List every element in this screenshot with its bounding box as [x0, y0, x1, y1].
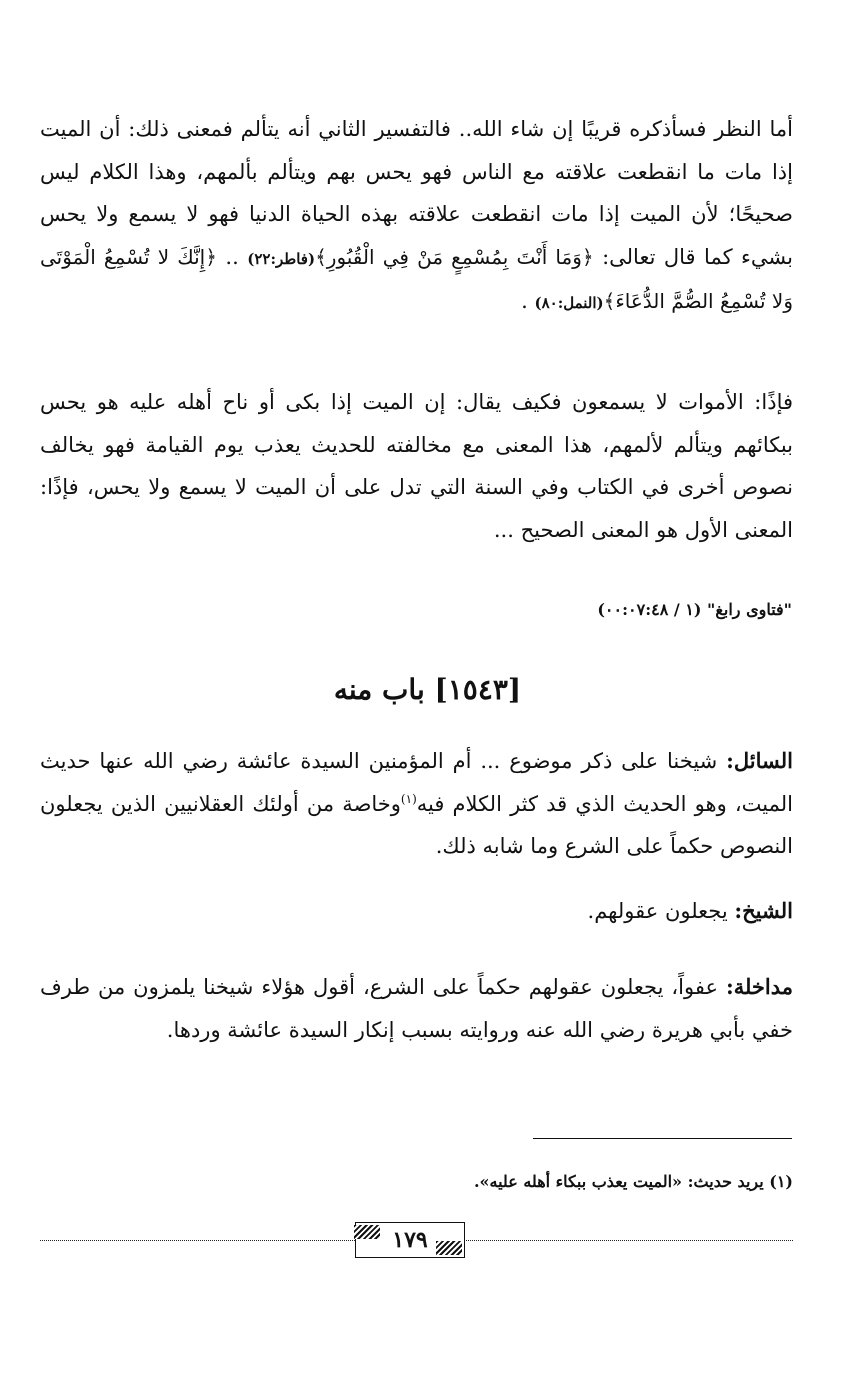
paragraph-5-text: عفواً، يجعلون عقولهم حكماً على الشرع، أقول هؤلاء شيخنا يلمزون من طرف خفي بأبي هريرة رضي الله عنه وروايته بسبب إنكار السيدة عائشة وردها. [40, 975, 793, 1042]
section-heading: [١٥٤٣] باب منه [333, 673, 522, 706]
paragraph-1 [40, 108, 793, 325]
paragraph-sheikh [40, 890, 793, 933]
page-number: ١٧٩ [392, 1227, 428, 1253]
corner-ornament-icon [436, 1241, 462, 1255]
paragraph-1-text-c: . [521, 289, 535, 314]
paragraph-2-text: فإذًا: الأموات لا يسمعون فكيف يقال: إن الميت إذا بكى أو ناح أهله عليه هو يحس ببكائهم ويتألم لألمهم، هذا المعنى مع مخالفته للحديث يعذب يوم القيامة فهو يخالف نصوص أخرى في الكتاب وفي السنة التي تدل على أن الميت لا يسمع ولا يحس، فإذًا: المعنى الأول هو المعنى الصحيح ... [40, 390, 794, 542]
source-citation: "فتاوى رابغ" (١ / ٠٠:٠٧:٤٨) [597, 600, 792, 619]
speaker-label-questioner: السائل: [726, 748, 793, 773]
paragraph-3-text-a: شيخنا على ذكر موضوع ... أم المؤمنين السيدة عائشة رضي الله عنها حديث الميت، وهو الحديث الذي قد كثر الكلام فيه [40, 749, 793, 816]
paragraph-2 [40, 381, 793, 551]
footnote-divider [533, 1138, 792, 1139]
speaker-label-interjection: مداخلة: [725, 974, 793, 999]
quran-reference-1: (فاطر:٢٢) [247, 249, 316, 268]
quran-quote-1: ﴿وَمَا أَنْتَ بِمُسْمِعٍ مَنْ فِي الْقُبُورِ﴾ [315, 244, 594, 269]
page-number-frame [355, 1222, 465, 1258]
footnote-marker[interactable]: (١) [400, 791, 417, 806]
paragraph-4-text: يجعلون عقولهم. [587, 899, 735, 923]
footnote-text: (١) يريد حديث: «الميت يعذب ببكاء أهله عليه». [473, 1172, 793, 1191]
paragraph-1-text-b: .. [216, 244, 248, 269]
paragraph-1-text-a: أما النظر فسأذكره قريبًا إن شاء الله.. فالتفسير الثاني أنه يتألم فمعنى ذلك: أن الميت إذا مات ما انقطعت علاقته مع الناس فهو يحس بهم ويتألم بألمهم، وهذا الكلام ليس صحيحًا؛ لأن الميت إذا مات انقطعت علاقته بهذه الحياة الدنيا فهو لا يسمع ولا يحس بشيء كما قال تعالى: [40, 117, 794, 269]
quran-quote-2: ﴿إِنَّكَ لا تُسْمِعُ الْمَوْتَى وَلا تُسْمِعُ الصُّمَّ الدُّعَاءَ﴾ [40, 244, 793, 314]
paragraph-interjection [40, 966, 793, 1051]
quran-reference-2: (النمل:٨٠) [534, 294, 604, 313]
speaker-label-sheikh: الشيخ: [734, 898, 793, 923]
paragraph-questioner [40, 740, 793, 868]
paragraph-3-text-b: وخاصة من أولئك العقلانيين الذين يجعلون النصوص حكماً على الشرع وما شابه ذلك. [40, 791, 793, 859]
corner-ornament-icon [354, 1225, 380, 1239]
